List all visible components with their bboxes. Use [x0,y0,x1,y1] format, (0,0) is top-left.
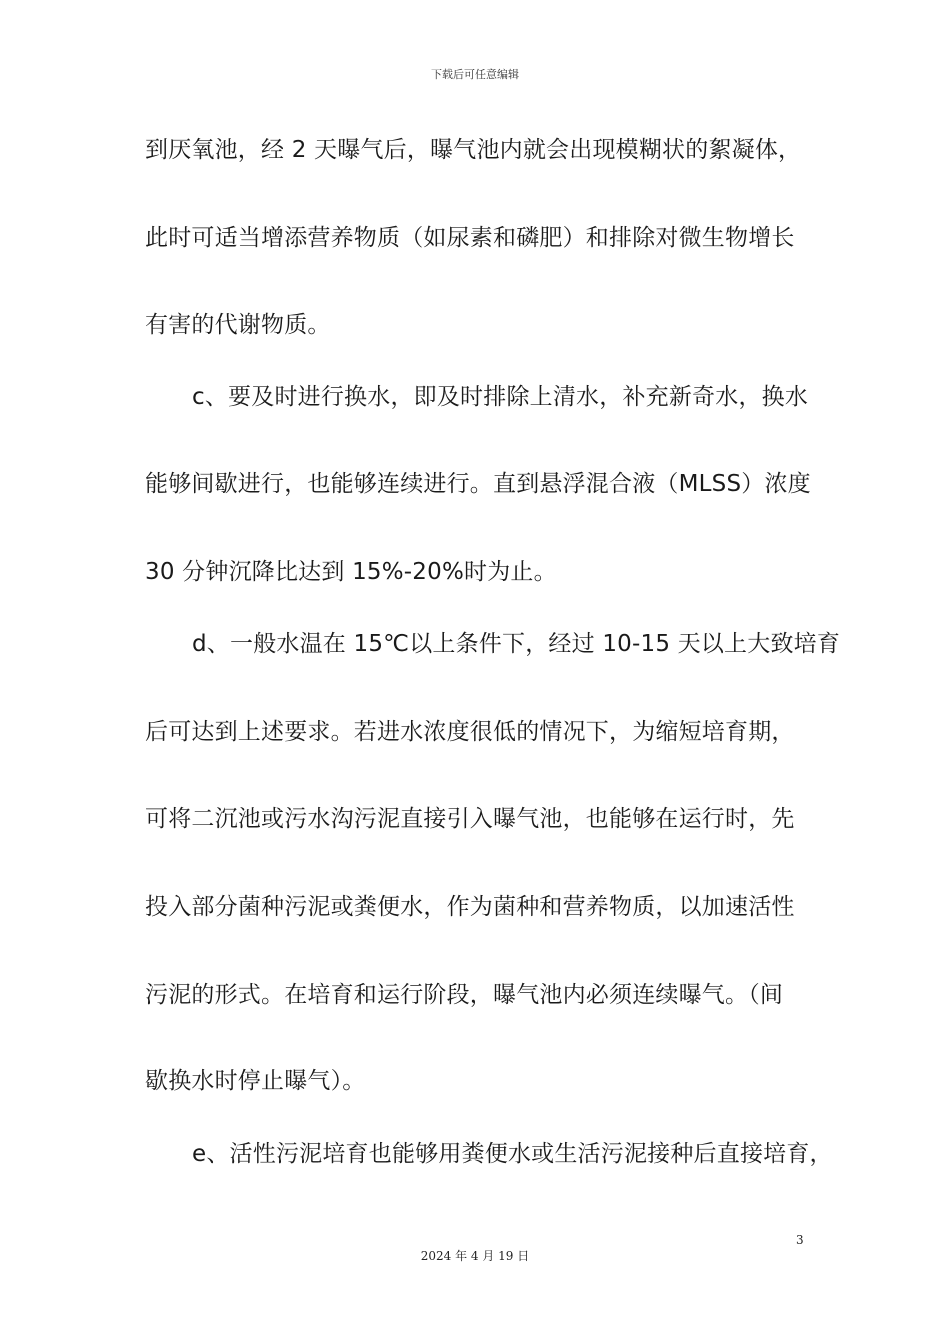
body-line-2: 此时可适当增添营养物质（如尿素和磷肥）和排除对微生物增长 [145,225,795,251]
body-line-13: e、活性污泥培育也能够用粪便水或生活污泥接种后直接培育， [192,1141,833,1167]
body-line-1: 到厌氧池，经 2 天曝气后，曝气池内就会出现模糊状的絮凝体， [145,137,802,163]
body-line-3: 有害的代谢物质。 [145,312,331,338]
footer-date: 2024 年 4 月 19 日 [420,1249,530,1263]
body-line-9: 可将二沉池或污水沟污泥直接引入曝气池，也能够在运行时，先 [145,806,795,832]
body-line-11: 污泥的形式。在培育和运行阶段，曝气池内必须连续曝气。（间 [145,982,784,1008]
body-line-7: d、一般水温在 15℃以上条件下，经过 10-15 天以上大致培育 [192,631,841,657]
body-line-8: 后可达到上述要求。若进水浓度很低的情况下，为缩短培育期， [145,719,795,745]
body-line-6: 30 分钟沉降比达到 15%-20%时为止。 [145,559,557,585]
body-line-10: 投入部分菌种污泥或粪便水，作为菌种和营养物质，以加速活性 [145,894,795,920]
page-number: 3 [796,1233,804,1247]
page-header: 下载后可任意编辑 [431,68,519,81]
body-line-12: 歇换水时停止曝气）。 [145,1068,366,1094]
body-line-4: c、要及时进行换水，即及时排除上清水，补充新奇水，换水 [192,384,809,410]
body-line-5: 能够间歇进行，也能够连续进行。直到悬浮混合液（MLSS）浓度 [145,471,811,497]
